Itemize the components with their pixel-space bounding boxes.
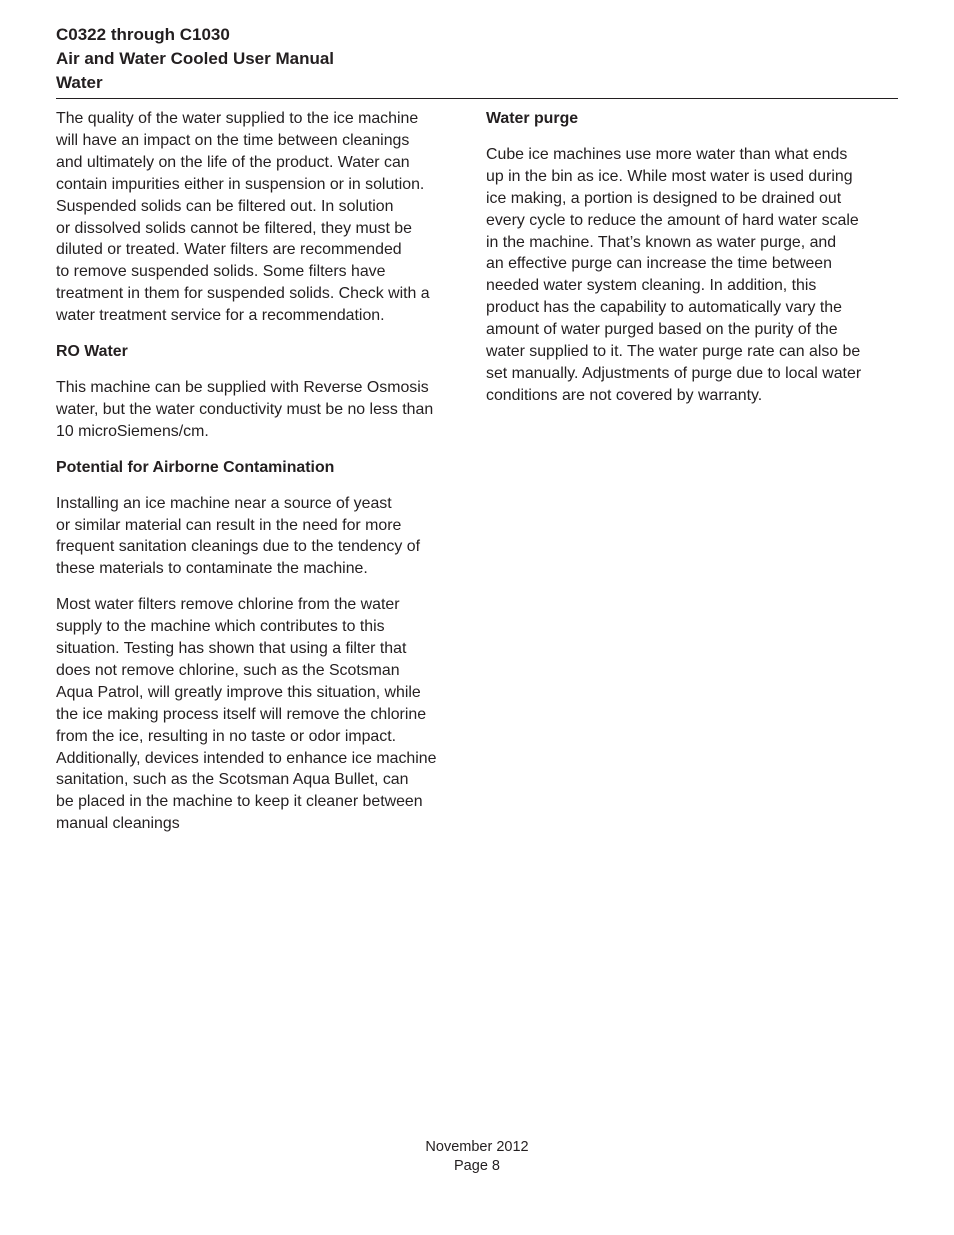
text-line: 10 microSiemens/cm. [56, 422, 209, 440]
text-line: or similar material can result in the need for more [56, 516, 402, 534]
text-line: the ice making process itself will remove the chlorine [56, 705, 427, 723]
water-purge-heading: Water purge [486, 110, 579, 127]
text-line: set manually. Adjustments of purge due to local water [486, 364, 862, 382]
model-range-title: C0322 through C1030 [56, 25, 230, 44]
text-line: manual cleanings [56, 815, 180, 833]
left-column [56, 108, 468, 849]
text-line: every cycle to reduce the amount of hard water scale [486, 211, 859, 229]
text-line: This machine can be supplied with Reverse Osmosis [56, 378, 429, 396]
text-line: or dissolved solids cannot be filtered, they must be [56, 219, 412, 237]
footer-date: November 2012 [425, 1139, 529, 1155]
footer-page-number: Page 8 [454, 1158, 500, 1174]
water-filter-paragraph [56, 594, 468, 835]
text-line: and ultimately on the life of the product. Water can [56, 153, 410, 171]
text-line: Suspended solids can be filtered out. In solution [56, 197, 394, 215]
text-line: situation. Testing has shown that using a filter that [56, 640, 407, 658]
water-purge-paragraph [486, 144, 898, 407]
text-line: Most water filters remove chlorine from the water [56, 596, 400, 614]
airborne-contamination-paragraph [56, 493, 468, 581]
text-line: in the machine. That’s known as water purge, and [486, 233, 837, 251]
manual-title: Air and Water Cooled User Manual [56, 49, 335, 68]
text-line: treatment in them for suspended solids. Check with a [56, 285, 430, 303]
page-header [56, 23, 898, 95]
text-line: from the ice, resulting in no taste or odor impact. [56, 727, 397, 745]
text-line: water, but the water conductivity must be no less than [56, 400, 434, 418]
text-line: diluted or treated. Water filters are recommended [56, 241, 402, 259]
right-column [486, 108, 898, 421]
page-footer [0, 1138, 954, 1176]
text-line: these materials to contaminate the machine. [56, 560, 368, 578]
text-line: water treatment service for a recommendation. [56, 307, 385, 325]
text-line: supply to the machine which contributes to this [56, 618, 385, 636]
text-line: Installing an ice machine near a source of yeast [56, 494, 392, 512]
text-line: product has the capability to automatically vary the [486, 299, 842, 317]
text-line: be placed in the machine to keep it cleaner between [56, 793, 423, 811]
text-line: conditions are not covered by warranty. [486, 386, 763, 404]
text-line: frequent sanitation cleanings due to the tendency of [56, 538, 420, 556]
section-title: Water [56, 73, 103, 92]
text-line: water supplied to it. The water purge rate can also be [486, 343, 861, 361]
text-line: Cube ice machines use more water than what ends [486, 145, 848, 163]
ro-water-paragraph [56, 377, 468, 443]
text-line: up in the bin as ice. While most water is used during [486, 167, 853, 185]
text-line: amount of water purged based on the purity of the [486, 321, 838, 339]
text-line: an effective purge can increase the time between [486, 255, 832, 273]
text-line: sanitation, such as the Scotsman Aqua Bullet, can [56, 771, 409, 789]
text-line: contain impurities either in suspension or in solution. [56, 175, 425, 193]
header-divider [56, 98, 898, 99]
airborne-contamination-heading: Potential for Airborne Contamination [56, 458, 335, 476]
text-line: does not remove chlorine, such as the Scotsman [56, 661, 400, 679]
text-line: The quality of the water supplied to the ice machine [56, 110, 419, 127]
text-line: ice making, a portion is designed to be drained out [486, 189, 842, 207]
text-line: Additionally, devices intended to enhance ice machine [56, 749, 437, 767]
text-line: to remove suspended solids. Some filters have [56, 263, 386, 281]
text-line: Aqua Patrol, will greatly improve this situation, while [56, 683, 421, 701]
intro-paragraph [56, 108, 468, 327]
text-line: needed water system cleaning. In addition, this [486, 277, 817, 295]
ro-water-heading: RO Water [56, 343, 128, 361]
text-line: will have an impact on the time between cleanings [56, 131, 410, 149]
